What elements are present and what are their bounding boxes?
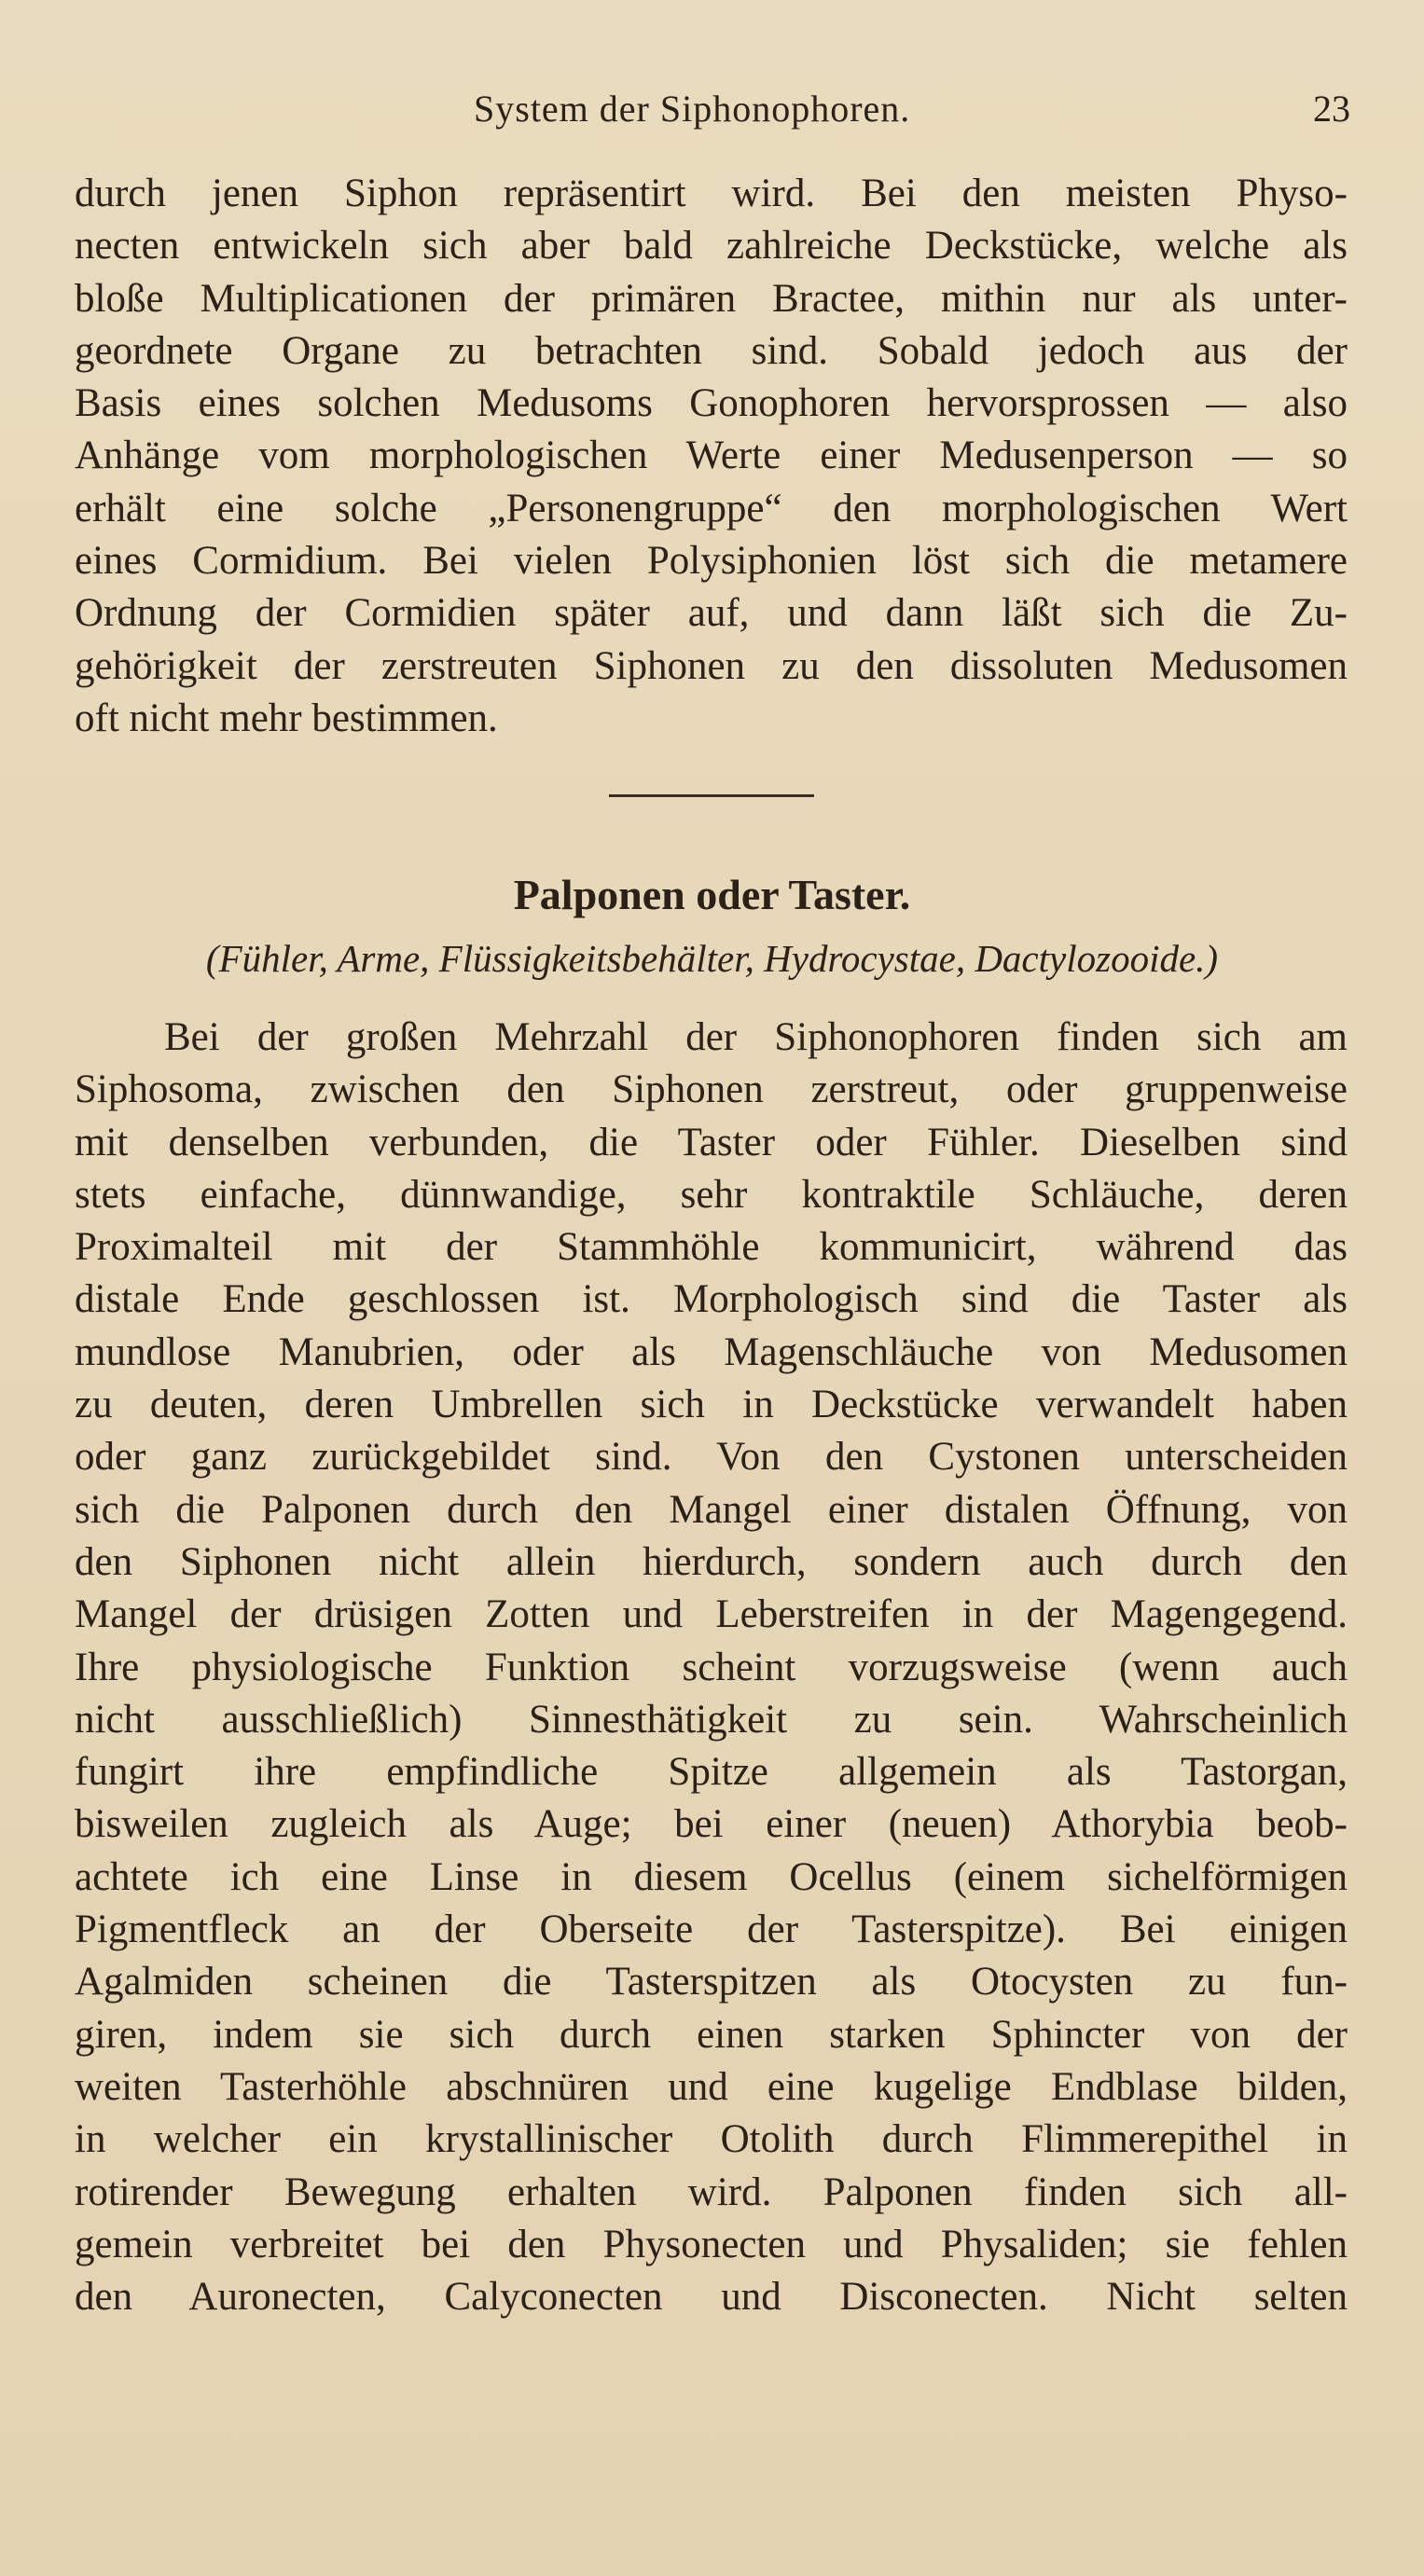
text-line: Bei der großen Mehrzahl der Siphonophoren finden sich am bbox=[164, 1015, 1348, 1059]
text-line: erhält eine solche „Personengruppe“ den morphologischen Wert bbox=[75, 486, 1348, 530]
text-line: nicht ausschließlich) Sinnesthätigkeit zu sein. Wahrscheinlich bbox=[75, 1697, 1348, 1742]
section-subheading: (Fühler, Arme, Flüssigkeitsbehälter, Hydrocystae, Dactylozooide.) bbox=[205, 937, 1219, 980]
text-line: Proximalteil mit der Stammhöhle kommunicirt, während das bbox=[75, 1225, 1348, 1270]
page-number: 23 bbox=[1313, 88, 1350, 130]
text-line: Anhänge vom morphologischen Werte einer Medusenperson — so bbox=[75, 434, 1348, 478]
text-line: Pigmentfleck an der Oberseite der Tasterspitze). Bei einigen bbox=[75, 1908, 1348, 1952]
text-line: weiten Tasterhöhle abschnüren und eine kugelige Endblase bilden, bbox=[75, 2064, 1348, 2109]
text-line: achtete ich eine Linse in diesem Ocellus (einem sichelförmigen bbox=[75, 1854, 1348, 1899]
text-line: distale Ende geschlossen ist. Morphologisch sind die Taster als bbox=[75, 1277, 1348, 1322]
text-line: necten entwickeln sich aber bald zahlreiche Deckstücke, welche als bbox=[75, 224, 1348, 269]
text-line: zu deuten, deren Umbrellen sich in Deckstücke verwandelt haben bbox=[75, 1383, 1348, 1427]
text-line: giren, indem sie sich durch einen starken Sphincter von der bbox=[75, 2012, 1348, 2057]
section-divider bbox=[609, 794, 814, 797]
text-line: stets einfache, dünnwandige, sehr kontraktile Schläuche, deren bbox=[75, 1172, 1348, 1217]
text-line: Ordnung der Cormidien später auf, und dann läßt sich die Zu- bbox=[75, 591, 1348, 636]
text-line: Siphosoma, zwischen den Siphonen zerstreut, oder gruppenweise bbox=[75, 1068, 1348, 1112]
paragraph-palponen bbox=[75, 1012, 1348, 2323]
text-line: geordnete Organe zu betrachten sind. Sobald jedoch aus der bbox=[75, 328, 1348, 373]
text-line: rotirender Bewegung erhalten wird. Palponen finden sich all- bbox=[75, 2170, 1348, 2214]
text-line: mit denselben verbunden, die Taster oder Fühler. Dieselben sind bbox=[75, 1120, 1348, 1164]
text-line: gehörigkeit der zerstreuten Siphonen zu den dissoluten Medusomen bbox=[75, 643, 1348, 688]
text-line: durch jenen Siphon repräsentirt wird. Bei den meisten Physo- bbox=[75, 172, 1348, 215]
section-heading: Palponen oder Taster. bbox=[513, 871, 911, 918]
text-line: mundlose Manubrien, oder als Magenschläuche von Medusomen bbox=[75, 1329, 1348, 1374]
text-line: den Siphonen nicht allein hierdurch, sondern auch durch den bbox=[75, 1539, 1348, 1584]
text-line: fungirt ihre empfindliche Spitze allgemein als Tastorgan, bbox=[75, 1750, 1348, 1795]
text-line: oft nicht mehr bestimmen. bbox=[75, 696, 498, 740]
text-line: Agalmiden scheinen die Tasterspitzen als Otocysten zu fun- bbox=[75, 1960, 1348, 2004]
running-title: System der Siphonophoren. bbox=[474, 88, 911, 130]
text-line: Basis eines solchen Medusoms Gonophoren hervorsprossen — also bbox=[75, 381, 1348, 426]
text-line: gemein verbreitet bei den Physonecten und Physaliden; sie fehlen bbox=[75, 2222, 1348, 2266]
text-line: in welcher ein krystallinischer Otolith durch Flimmerepithel in bbox=[75, 2117, 1348, 2162]
text-line: sich die Palponen durch den Mangel einer distalen Öffnung, von bbox=[75, 1487, 1348, 1532]
text-line: bisweilen zugleich als Auge; bei einer (neuen) Athorybia beob- bbox=[75, 1802, 1348, 1847]
running-header bbox=[73, 86, 1350, 132]
text-line: oder ganz zurückgebildet sind. Von den Cystonen unterscheiden bbox=[75, 1435, 1348, 1480]
text-line: Mangel der drüsigen Zotten und Leberstreifen in der Magengegend. bbox=[75, 1592, 1348, 1637]
text-line: eines Cormidium. Bei vielen Polysiphonien löst sich die metamere bbox=[75, 539, 1348, 584]
text-line: bloße Multiplicationen der primären Bractee, mithin nur als unter- bbox=[75, 276, 1348, 321]
paragraph-continuation bbox=[75, 168, 1348, 745]
text-line: den Auronecten, Calyconecten und Disconecten. Nicht selten bbox=[75, 2275, 1348, 2320]
text-line: Ihre physiologische Funktion scheint vorzugsweise (wenn auch bbox=[75, 1645, 1348, 1689]
